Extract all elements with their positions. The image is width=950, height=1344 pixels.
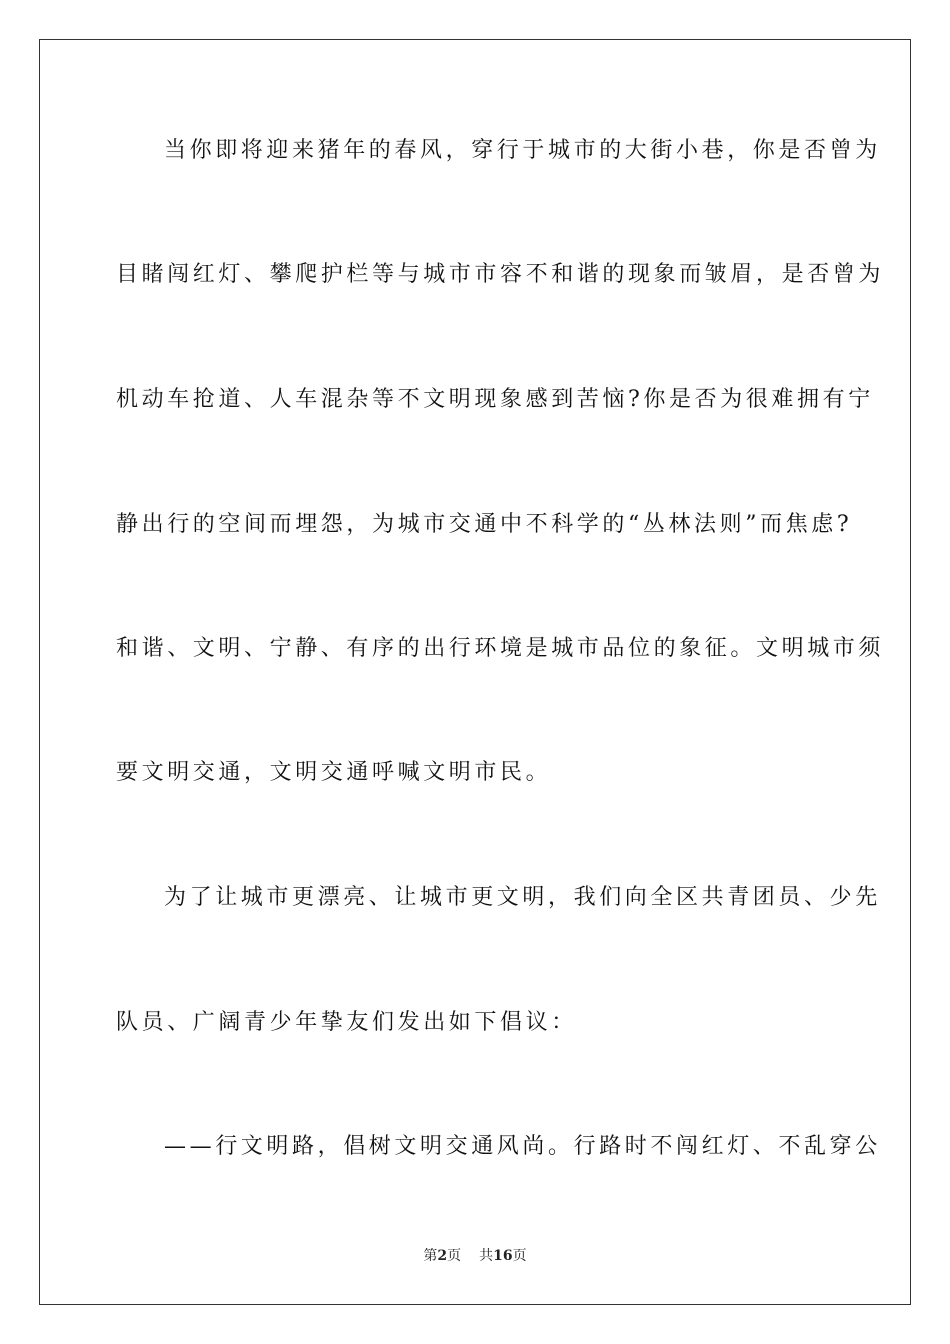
- page-border: [39, 39, 911, 1305]
- text-line-7: 为了让城市更漂亮、让城市更文明，我们向全区共青团员、少先: [164, 885, 881, 910]
- page-prefix: 第: [423, 1248, 438, 1264]
- page-number: 2: [437, 1248, 448, 1264]
- text-line-8: 队员、广阔青少年挚友们发出如下倡议：: [116, 1010, 577, 1035]
- text-line-5: 和谐、文明、宁静、有序的出行环境是城市品位的象征。文明城市须: [116, 636, 885, 661]
- text-line-3: 机动车抢道、人车混杂等不文明现象感到苦恼?你是否为很难拥有宁: [116, 387, 874, 412]
- text-line-6: 要文明交通，文明交通呼喊文明市民。: [116, 760, 552, 785]
- total-prefix: 共: [479, 1248, 494, 1264]
- text-line-4: 静出行的空间而埋怨，为城市交通中不科学的“丛林法则”而焦虑?: [116, 512, 853, 537]
- page-suffix: 页: [447, 1248, 462, 1264]
- text-line-9: ——行文明路，倡树文明交通风尚。行路时不闯红灯、不乱穿公: [164, 1134, 881, 1159]
- total-pages: 16: [493, 1248, 513, 1264]
- text-line-2: 目睹闯红灯、攀爬护栏等与城市市容不和谐的现象而皱眉，是否曾为: [116, 262, 885, 287]
- total-suffix: 页: [512, 1248, 527, 1264]
- text-line-1: 当你即将迎来猪年的春风，穿行于城市的大街小巷，你是否曾为: [164, 138, 881, 163]
- page-footer: [0, 1246, 950, 1266]
